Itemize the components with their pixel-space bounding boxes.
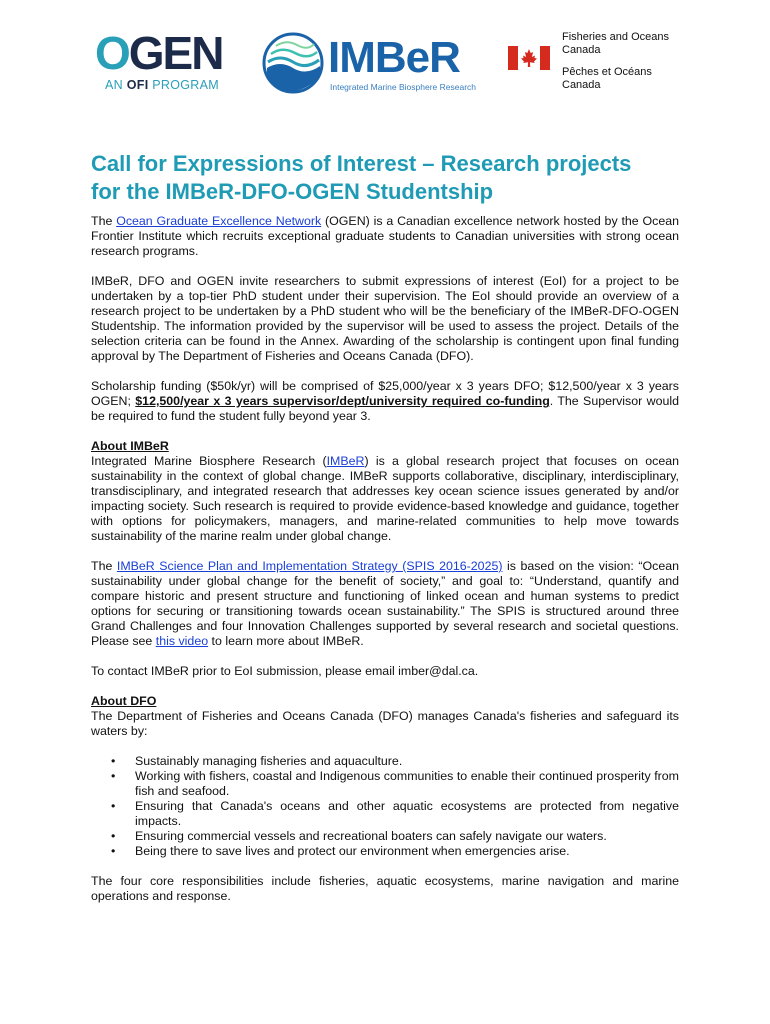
cofunding-requirement: $12,500/year x 3 years supervisor/dept/university required co-funding [135,394,550,408]
list-item: • Being there to save lives and protect our environment when emergencies arise. [111,844,570,858]
about-dfo-paragraph: The Department of Fisheries and Oceans Canada (DFO) manages Canada's fisheries and safeguard its waters by: [91,709,679,738]
imber-link[interactable]: IMBeR [326,454,365,468]
canada-flag-icon [508,46,550,70]
bullet-icon: • [111,754,116,768]
dfo-name-en-line2: Canada [562,44,601,56]
ogen-wordmark: OGEN [95,27,223,79]
bullet-icon: • [111,844,116,858]
about-imber-heading: About IMBeR [91,439,169,453]
ogen-tagline: AN OFI PROGRAM [105,78,219,92]
dfo-name-fr-line1: Pêches et Océans [562,66,652,78]
imber-tagline: Integrated Marine Biosphere Research [330,82,476,92]
imber-wordmark: IMBeR [328,33,460,82]
list-item: • Sustainably managing fisheries and aquaculture. [111,754,403,768]
imber-globe-icon [262,32,324,94]
list-item: • Working with fishers, coastal and Indigenous communities to enable their continued prosperity from fish and seafood. [111,769,679,798]
intro-paragraph-eoi: IMBeR, DFO and OGEN invite researchers to submit expressions of interest (EoI) for a project to be undertaken by a top-tier PhD student under their supervision. The EoI should provide an overview of a research project to be undertaken by a PhD student who will be the beneficiary of the IMBeR-DFO-OGEN Studentship. The information provided by the supervisor will be used to assess the project. Details of the selection criteria can be found in the Annex. Awarding of the scholarship is contingent upon final funding approval by The Department of Fisheries and Oceans Canada (DFO). [91,274,679,363]
dfo-responsibilities-list [91,754,679,859]
spis-paragraph: The IMBeR Science Plan and Implementation Strategy (SPIS 2016-2025) is based on the vision: “Ocean sustainability under global change for the benefit of society,” and goal to: “Understand, quantify and compare historic and present structure and functioning of linked ocean and human systems to predict options for securing or transitioning towards ocean sustainability.” The SPIS is structured around three Grand Challenges and four Innovation Challenges supported by several research and societal questions. Please see this video to learn more about IMBeR. [91,559,680,648]
intro-paragraph-funding: Scholarship funding ($50k/yr) will be comprised of $25,000/year x 3 years DFO; $12,500/year x 3 years OGEN; $12,500/year x 3 years supervisor/dept/university required co-funding. The Supervisor would be required to fund the student fully beyond year 3. [91,379,679,423]
spis-link[interactable]: IMBeR Science Plan and Implementation Strategy (SPIS 2016-2025) [116,559,503,573]
list-item: • Ensuring that Canada's oceans and other aquatic ecosystems are protected from negative impacts. [111,799,679,828]
bullet-icon: • [111,799,116,813]
dfo-name-en-line1: Fisheries and Oceans [562,31,669,43]
bullet-icon: • [111,829,116,843]
about-imber-paragraph: Integrated Marine Biosphere Research (IMBeR) is a global research project that focuses on ocean sustainability in the context of global change. IMBeR supports collaborative, disciplinary, interdisciplinary, transdisciplinary, and integrated research that addresses key ocean science issues generated by and/or impacting society. Such research is required to provide evidence-based knowledge and guidance, together with options for policymakers, managers, and marine-related communities to help move towards sustainability of the marine realm under global change. [91,454,679,543]
list-item: • Ensuring commercial vessels and recreational boaters can safely navigate our waters. [111,829,607,843]
video-link[interactable]: this video [155,634,209,648]
about-dfo-heading: About DFO [91,694,157,708]
dfo-name-fr-line2: Canada [562,79,601,91]
page-title [91,150,679,206]
intro-paragraph-ogen: The Ocean Graduate Excellence Network (OGEN) is a Canadian excellence network hosted by the Ocean Frontier Institute which recruits exceptional graduate students to Canadian universities with strong ocean research programs. [91,214,680,258]
bullet-icon: • [111,769,116,783]
ogen-logo [95,27,235,96]
ogen-link[interactable]: Ocean Graduate Excellence Network [116,214,322,228]
title-line-2: for the IMBeR-DFO-OGEN Studentship [91,179,494,204]
document-body [91,150,679,919]
dfo-core-responsibilities-paragraph: The four core responsibilities include fisheries, aquatic ecosystems, marine navigation and marine operations and response. [91,874,679,903]
imber-contact-paragraph: To contact IMBeR prior to EoI submission, please email imber@dal.ca. [91,664,479,678]
title-line-1: Call for Expressions of Interest – Research projects [91,151,632,176]
imber-logo [262,30,502,96]
dfo-signature [562,31,669,92]
page-header [0,0,770,110]
